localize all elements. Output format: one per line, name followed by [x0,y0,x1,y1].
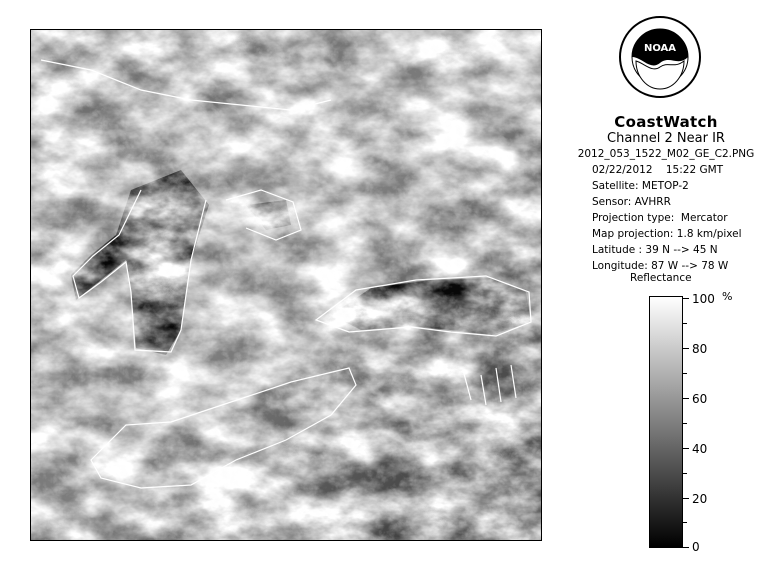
colorbar-minor-tick [683,423,687,424]
colorbar-minor-tick [683,373,687,374]
longitude-label: Longitude: 87 W --> 78 W [592,260,729,272]
satellite-image-svg [31,30,542,541]
colorbar-minor-tick [683,473,687,474]
colorbar-tick [683,547,689,548]
datetime-label: 02/22/2012 15:22 GMT [592,164,724,176]
filename-label: 2012_053_1522_M02_GE_C2.PNG [577,148,755,160]
colorbar-label-80: 80 [692,342,708,356]
satellite-image [30,29,542,541]
reflectance-colorbar [649,296,683,548]
colorbar-label-20: 20 [692,492,708,506]
colorbar-minor-tick [683,522,687,523]
colorbar-minor-tick [683,323,687,324]
colorbar-label-0: 0 [692,540,700,554]
latitude-label: Latitude : 39 N --> 45 N [592,244,718,256]
colorbar-label-100: 100 [692,292,715,306]
cloud-texture [31,30,542,541]
channel-label: Channel 2 Near IR [607,131,725,146]
logo-label: NOAA [643,43,677,54]
noaa-logo [618,15,702,99]
colorbar-tick [683,298,689,299]
colorbar-label-60: 60 [692,392,708,406]
colorbar-label-40: 40 [692,442,708,456]
sensor-label: Sensor: AVHRR [592,196,671,208]
map-projection-label: Map projection: 1.8 km/pixel [592,228,742,240]
colorbar-tick [683,448,689,449]
colorbar-tick [683,498,689,499]
legend-unit: % [722,290,733,303]
satellite-label: Satellite: METOP-2 [592,180,689,192]
app-title: CoastWatch [614,113,718,131]
projection-type-label: Projection type: Mercator [592,212,728,224]
colorbar-tick [683,398,689,399]
colorbar-tick [683,348,689,349]
noaa-logo-svg [618,15,702,99]
legend-title: Reflectance [630,272,692,284]
